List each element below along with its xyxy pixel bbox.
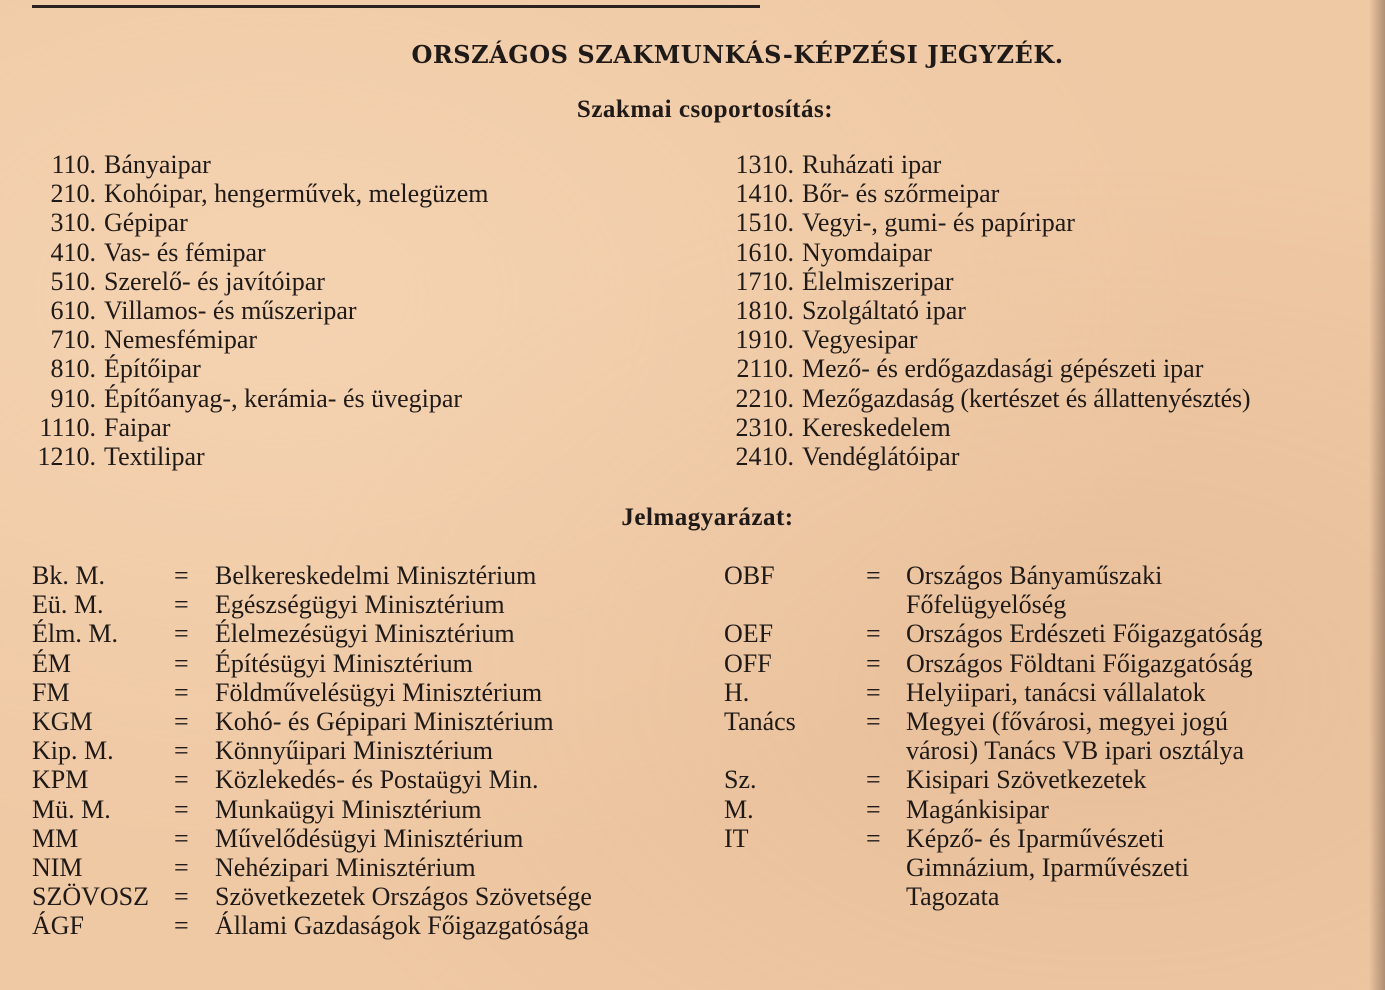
group-name: Gépipar: [104, 208, 188, 238]
legend-abbr: ÉM: [32, 648, 71, 678]
equals-sign: =: [174, 794, 189, 824]
legend-definition: Építésügyi Minisztérium: [215, 648, 473, 678]
legend-row: [724, 619, 1374, 648]
group-name: Nemesfémipar: [104, 325, 258, 355]
group-code: 1310.: [735, 150, 794, 179]
list-item: [714, 354, 1379, 383]
group-code: 2410.: [735, 441, 794, 471]
equals-sign: =: [174, 590, 189, 620]
top-rule: [32, 5, 760, 8]
group-code: 410.: [50, 237, 96, 267]
group-name: Villamos- és műszeripar: [104, 295, 357, 325]
section-heading-groups: Szakmai csoportosítás:: [576, 96, 834, 123]
list-item: [26, 179, 666, 208]
group-name: Építőanyag-, kerámia- és üvegipar: [104, 383, 463, 413]
equals-sign: =: [866, 648, 881, 678]
group-code: 1610.: [735, 237, 794, 267]
legend-abbr: ÁGF: [32, 911, 85, 941]
legend-definition-cont: Főfelügyelőség: [906, 590, 1067, 620]
group-name: Szerelő- és javítóipar: [104, 266, 325, 296]
legend-abbr: Sz.: [724, 765, 757, 795]
group-name: Ruházati ipar: [802, 150, 942, 179]
equals-sign: =: [866, 765, 881, 795]
group-code: 910.: [50, 383, 96, 413]
legend-row-continuation: [724, 736, 1374, 765]
legend-definition: Könnyűipari Minisztérium: [215, 736, 494, 766]
legend-row: [32, 649, 692, 678]
equals-sign: =: [866, 706, 881, 736]
equals-sign: =: [174, 706, 189, 736]
list-item: [714, 384, 1379, 413]
legend-definition: Kisipari Szövetkezetek: [906, 765, 1147, 795]
group-code: 1710.: [735, 266, 794, 296]
legend-row: [32, 561, 692, 590]
equals-sign: =: [174, 852, 189, 882]
list-item: [714, 325, 1379, 354]
list-item: [26, 208, 666, 237]
group-code: 1810.: [735, 295, 794, 325]
list-item: [26, 413, 666, 442]
group-code: 2310.: [735, 412, 794, 442]
legend-abbr: Bk. M.: [32, 561, 105, 590]
group-code: 1410.: [735, 179, 794, 209]
group-name: Nyomdaipar: [802, 237, 932, 267]
legend-definition: Földművelésügyi Minisztérium: [215, 677, 543, 707]
group-code: 810.: [50, 354, 96, 384]
legend-row: [32, 736, 692, 765]
group-name: Élelmiszeripar: [802, 266, 954, 296]
legend-definition-cont: városi) Tanács VB ipari osztálya: [906, 736, 1245, 766]
group-name: Vas- és fémipar: [104, 237, 266, 267]
list-item: [26, 238, 666, 267]
legend-definition: Kohó- és Gépipari Minisztérium: [215, 706, 554, 736]
legend-left-column: [32, 561, 692, 940]
legend-row: [32, 619, 692, 648]
group-code: 110.: [51, 150, 96, 179]
group-code: 1510.: [735, 208, 794, 238]
legend-definition: Megyei (fővárosi, megyei jogú: [906, 706, 1229, 736]
group-code: 1910.: [735, 325, 794, 355]
group-code: 310.: [50, 208, 96, 238]
legend-definition: Képző- és Iparművészeti: [906, 823, 1165, 853]
legend-row: [32, 678, 692, 707]
group-code: 210.: [50, 179, 96, 209]
equals-sign: =: [866, 794, 881, 824]
legend-definition: Belkereskedelmi Minisztérium: [215, 561, 537, 590]
legend-abbr: MM: [32, 823, 79, 853]
legend-definition-cont: Tagozata: [906, 882, 1000, 912]
legend-definition: Élelmezésügyi Minisztérium: [215, 619, 515, 649]
legend-definition: Szövetkezetek Országos Szövetsége: [215, 882, 592, 912]
group-code: 610.: [50, 295, 96, 325]
legend-abbr: OEF: [724, 619, 774, 649]
legend-row: [32, 795, 692, 824]
group-code: 510.: [50, 266, 96, 296]
list-item: [26, 150, 666, 179]
equals-sign: =: [174, 765, 189, 795]
list-item: [26, 442, 666, 471]
group-code: 2210.: [735, 383, 794, 413]
legend-abbr: Kip. M.: [32, 736, 114, 766]
group-name: Mezőgazdaság (kertészet és állattenyésztés): [802, 383, 1251, 413]
list-item: [714, 179, 1379, 208]
legend-abbr: M.: [724, 794, 754, 824]
legend-row: [724, 824, 1374, 853]
equals-sign: =: [174, 677, 189, 707]
legend-right-column: [724, 561, 1374, 911]
group-name: Bányaipar: [104, 150, 211, 179]
legend-definition: Helyiipari, tanácsi vállalatok: [906, 677, 1206, 707]
list-item: [714, 267, 1379, 296]
legend-row: [724, 649, 1374, 678]
legend-definition: Nehézipari Minisztérium: [215, 852, 476, 882]
list-item: [26, 267, 666, 296]
legend-row: [724, 707, 1374, 736]
group-name: Vendéglátóipar: [802, 441, 960, 471]
legend-abbr: H.: [724, 677, 750, 707]
legend-abbr: Élm. M.: [32, 619, 118, 649]
list-item: [714, 150, 1379, 179]
legend-row: [32, 853, 692, 882]
group-name: Kohóipar, hengerművek, melegüzem: [104, 179, 489, 209]
equals-sign: =: [174, 823, 189, 853]
group-name: Építőipar: [104, 354, 201, 384]
groups-right-column: [714, 150, 1379, 471]
equals-sign: =: [174, 648, 189, 678]
legend-row-continuation: [724, 590, 1374, 619]
legend-abbr: Eü. M.: [32, 590, 104, 620]
legend-definition: Művelődésügyi Minisztérium: [215, 823, 524, 853]
equals-sign: =: [174, 619, 189, 649]
legend-definition: Állami Gazdaságok Főigazgatósága: [215, 911, 589, 941]
legend-abbr: Tanács: [724, 706, 796, 736]
legend-row: [32, 590, 692, 619]
legend-abbr: Mü. M.: [32, 794, 111, 824]
group-code: 1210.: [37, 441, 96, 471]
equals-sign: =: [174, 561, 189, 590]
group-name: Bőr- és szőrmeipar: [802, 179, 1000, 209]
legend-definition: Közlekedés- és Postaügyi Min.: [215, 765, 539, 795]
legend-definition: Magánkisipar: [906, 794, 1049, 824]
legend-row-continuation: [724, 882, 1374, 911]
legend-row: [724, 795, 1374, 824]
legend-definition: Egészségügyi Minisztérium: [215, 590, 505, 620]
list-item: [26, 325, 666, 354]
list-item: [714, 442, 1379, 471]
equals-sign: =: [174, 911, 189, 941]
group-name: Szolgáltató ipar: [802, 295, 966, 325]
groups-left-column: [26, 150, 666, 471]
group-name: Textilipar: [104, 441, 205, 471]
legend-abbr: OFF: [724, 648, 772, 678]
list-item: [714, 296, 1379, 325]
legend-definition: Országos Bányaműszaki: [906, 561, 1163, 590]
section-heading-legend: Jelmagyarázat:: [621, 504, 794, 531]
legend-abbr: FM: [32, 677, 70, 707]
legend-row: [32, 882, 692, 911]
list-item: [26, 354, 666, 383]
list-item: [714, 413, 1379, 442]
legend-row: [32, 765, 692, 794]
legend-definition: Országos Földtani Főigazgatóság: [906, 648, 1253, 678]
legend-abbr: KGM: [32, 706, 93, 736]
list-item: [26, 384, 666, 413]
group-code: 710.: [50, 325, 96, 355]
legend-abbr: KPM: [32, 765, 89, 795]
legend-row: [724, 561, 1374, 590]
list-item: [714, 208, 1379, 237]
legend-definition: Munkaügyi Minisztérium: [215, 794, 482, 824]
group-code: 2110.: [736, 354, 794, 384]
group-code: 1110.: [39, 412, 96, 442]
legend-row-continuation: [724, 853, 1374, 882]
group-name: Kereskedelem: [802, 412, 951, 442]
equals-sign: =: [866, 619, 881, 649]
page-title: ORSZÁGOS SZAKMUNKÁS-KÉPZÉSI JEGYZÉK.: [411, 40, 1064, 69]
legend-row: [32, 824, 692, 853]
legend-row: [32, 707, 692, 736]
equals-sign: =: [866, 823, 881, 853]
legend-row: [724, 765, 1374, 794]
group-name: Faipar: [104, 412, 171, 442]
legend-abbr: IT: [724, 823, 749, 853]
equals-sign: =: [174, 736, 189, 766]
legend-abbr: NIM: [32, 852, 83, 882]
equals-sign: =: [866, 677, 881, 707]
group-name: Vegyi-, gumi- és papíripar: [802, 208, 1075, 238]
legend-definition: Országos Erdészeti Főigazgatóság: [906, 619, 1263, 649]
equals-sign: =: [174, 882, 189, 912]
legend-abbr: SZÖVOSZ: [32, 882, 150, 912]
legend-abbr: OBF: [724, 561, 775, 590]
legend-row: [724, 678, 1374, 707]
legend-definition-cont: Gimnázium, Iparművészeti: [906, 852, 1190, 882]
group-name: Vegyesipar: [802, 325, 918, 355]
list-item: [714, 238, 1379, 267]
legend-row: [32, 911, 692, 940]
equals-sign: =: [866, 561, 881, 590]
list-item: [26, 296, 666, 325]
group-name: Mező- és erdőgazdasági gépészeti ipar: [802, 354, 1204, 384]
